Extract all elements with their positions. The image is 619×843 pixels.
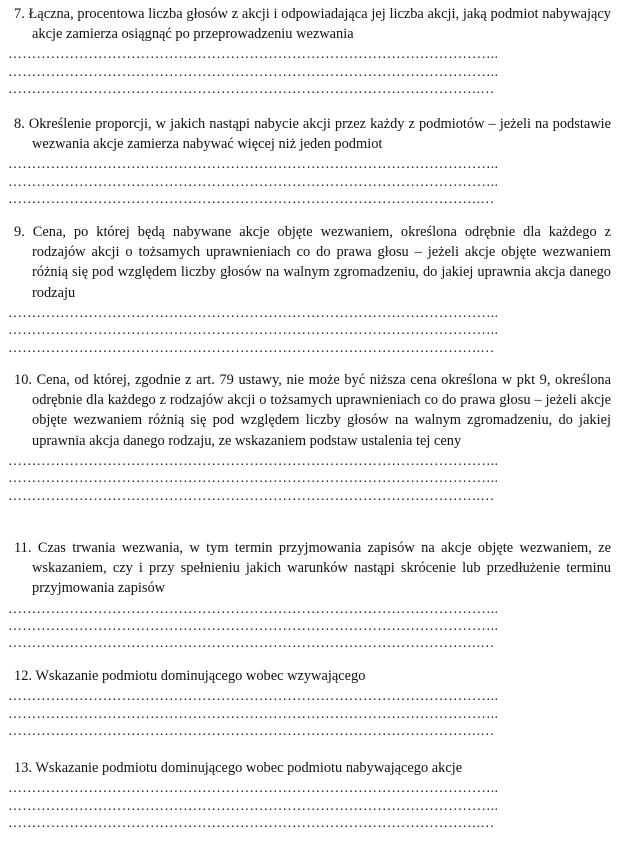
item-question: 10. Cena, od której, zgodnie z art. 79 ustawy, nie może być niższa cena określona w pkt 9, określona odrębnie dla każdego z rodzajów akcji o tożsamych uprawnieniach co do prawa głosu – jeżeli akcje objęte wezwaniem różnią się pod względem liczby głosów na walnym zgromadzeniu, do jakiej uprawnia akcja danego rodzaju, ze wskazaniem podstaw ustalenia tej ceny — [14, 372, 611, 449]
item-question: 13. Wskazanie podmiotu dominującego wobec podmiotu nabywającego akcje — [14, 760, 463, 776]
fill-line[interactable]: ……………………………………………………………………………………….… — [8, 636, 495, 652]
item-question: 9. Cena, po której będą nabywane akcje objęte wezwaniem, określona odrębnie dla każdego z rodzajów akcji o tożsamych uprawnieniach co do prawa głosu – jeżeli akcje objęte wezwaniem różnią się pod względem liczby głosów na walnym zgromadzeniu, do jakiej uprawnia akcja danego rodzaju — [14, 224, 611, 301]
fill-line[interactable]: ……………………………………………………………………………………….… — [8, 192, 495, 208]
fill-line[interactable]: ………………………………………………………………………………………….. — [8, 706, 499, 722]
item-question: 8. Określenie proporcji, w jakich nastąpi nabycie akcji przez każdy z podmiotów – jeżeli na podstawie wezwania akcje zamierza nabywać więcej niż jeden podmiot — [14, 116, 611, 153]
fill-line[interactable]: ………………………………………………………………………………………….. — [8, 64, 499, 80]
item-8 — [8, 114, 611, 209]
item-12 — [8, 666, 611, 740]
fill-line[interactable]: ………………………………………………………………………………………….. — [8, 453, 499, 469]
item-7 — [8, 4, 611, 99]
fill-line[interactable]: ………………………………………………………………………………………….. — [8, 471, 499, 487]
item-9 — [8, 222, 611, 357]
fill-line[interactable]: ………………………………………………………………………………………….. — [8, 781, 499, 797]
fill-line[interactable]: ……………………………………………………………………………………….… — [8, 488, 495, 504]
fill-line[interactable]: ………………………………………………………………………………………….. — [8, 323, 499, 339]
fill-line[interactable]: ……………………………………………………………………………………….… — [8, 723, 495, 739]
fill-line[interactable]: ………………………………………………………………………………………….. — [8, 798, 499, 814]
fill-line[interactable]: ………………………………………………………………………………………….. — [8, 157, 499, 173]
fill-line[interactable]: ……………………………………………………………………………………….… — [8, 82, 495, 98]
fill-line[interactable]: ……………………………………………………………………………………….… — [8, 340, 495, 356]
fill-line[interactable]: ………………………………………………………………………………………….. — [8, 601, 499, 617]
fill-line[interactable]: ………………………………………………………………………………………….. — [8, 174, 499, 190]
item-question: 11. Czas trwania wezwania, w tym termin przyjmowania zapisów na akcje objęte wezwaniem, ze wskazaniem, czy i przy spełnieniu jakich warunków nastąpi skrócenie lub przedłużenie terminu przyjmowania zapisów — [14, 540, 611, 597]
fill-line[interactable]: ………………………………………………………………………………………….. — [8, 305, 499, 321]
item-10 — [8, 370, 611, 505]
item-11 — [8, 538, 611, 653]
item-13 — [8, 758, 611, 832]
fill-line[interactable]: ………………………………………………………………………………………….. — [8, 689, 499, 705]
fill-line[interactable]: ………………………………………………………………………………………….. — [8, 619, 499, 634]
item-question: 12. Wskazanie podmiotu dominującego wobec wzywającego — [14, 668, 366, 684]
item-question: 7. Łączna, procentowa liczba głosów z akcji i odpowiadająca jej liczba akcji, jaką podmiot nabywający akcje zamierza osiągnąć po przeprowadzeniu wezwania — [14, 6, 611, 43]
fill-line[interactable]: ………………………………………………………………………………………….. — [8, 47, 499, 63]
fill-line[interactable]: ……………………………………………………………………………………….… — [8, 815, 495, 831]
